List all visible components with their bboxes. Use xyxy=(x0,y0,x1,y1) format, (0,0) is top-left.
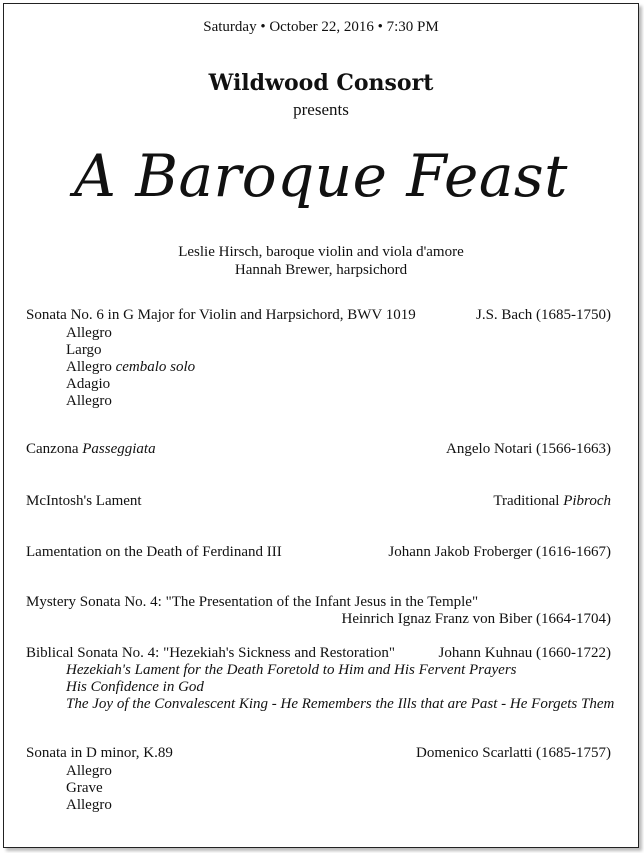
program-item-froberger xyxy=(26,544,611,564)
composer-italic: Pibroch xyxy=(563,493,611,509)
work-title: Sonata No. 6 in G Major for Violin and Harpsichord, BWV 1019 xyxy=(26,307,416,323)
concert-program-page xyxy=(3,3,639,848)
program-item-notari xyxy=(26,441,611,461)
performer-harpsichord: Hannah Brewer, harpsichord xyxy=(234,262,408,278)
work-title: Mystery Sonata No. 4: "The Presentation of the Infant Jesus in the Temple" xyxy=(26,594,479,610)
program-item-biber-composer xyxy=(26,611,611,631)
composer-name xyxy=(493,493,611,510)
work-title: Lamentation on the Death of Ferdinand III xyxy=(26,544,282,560)
composer-name: Heinrich Ignaz Franz von Biber (1664-1704) xyxy=(341,611,611,627)
work-title: Biblical Sonata No. 4: "Hezekiah's Sickness and Restoration" xyxy=(26,645,396,661)
movement-note: cembalo solo xyxy=(115,359,196,375)
program-item-lament xyxy=(26,493,611,513)
program-item-bach xyxy=(26,307,611,327)
movement-name: Allegro xyxy=(66,359,112,375)
program-item-scarlatti xyxy=(26,745,611,765)
movement: Allegro xyxy=(66,797,112,813)
movement xyxy=(66,359,195,376)
movement: Allegro xyxy=(66,763,112,779)
movement: Grave xyxy=(66,780,103,796)
concert-title: A Baroque Feast xyxy=(74,142,568,210)
movement: Allegro xyxy=(66,393,112,409)
performer-violin: Leslie Hirsch, baroque violin and viola d'amore xyxy=(178,244,464,260)
composer-name: Domenico Scarlatti (1685-1757) xyxy=(416,745,611,761)
movement: The Joy of the Convalescent King - He Remembers the Ills that are Past - He Forgets Them xyxy=(66,696,615,712)
composer-name: Angelo Notari (1566-1663) xyxy=(446,441,611,457)
movement: Allegro xyxy=(66,325,112,341)
composer-name: J.S. Bach (1685-1750) xyxy=(476,307,611,323)
work-title: Sonata in D minor, K.89 xyxy=(26,745,173,761)
work-title-italic: Passeggiata xyxy=(82,441,156,457)
concert-date: Saturday • October 22, 2016 • 7:30 PM xyxy=(203,19,439,35)
work-title-text: Canzona xyxy=(26,441,79,457)
composer-name: Johann Jakob Froberger (1616-1667) xyxy=(388,544,611,560)
composer-name: Johann Kuhnau (1660-1722) xyxy=(438,645,611,661)
ensemble-name: Wildwood Consort xyxy=(208,70,434,96)
work-title xyxy=(26,441,156,458)
presents-text: presents xyxy=(293,100,349,119)
movement: Hezekiah's Lament for the Death Foretold to Him and His Fervent Prayers xyxy=(66,662,517,678)
composer-text: Traditional xyxy=(493,493,560,509)
work-title: McIntosh's Lament xyxy=(26,493,142,509)
movement: Largo xyxy=(66,342,102,358)
movement: Adagio xyxy=(66,376,111,392)
movement: His Confidence in God xyxy=(66,679,204,695)
